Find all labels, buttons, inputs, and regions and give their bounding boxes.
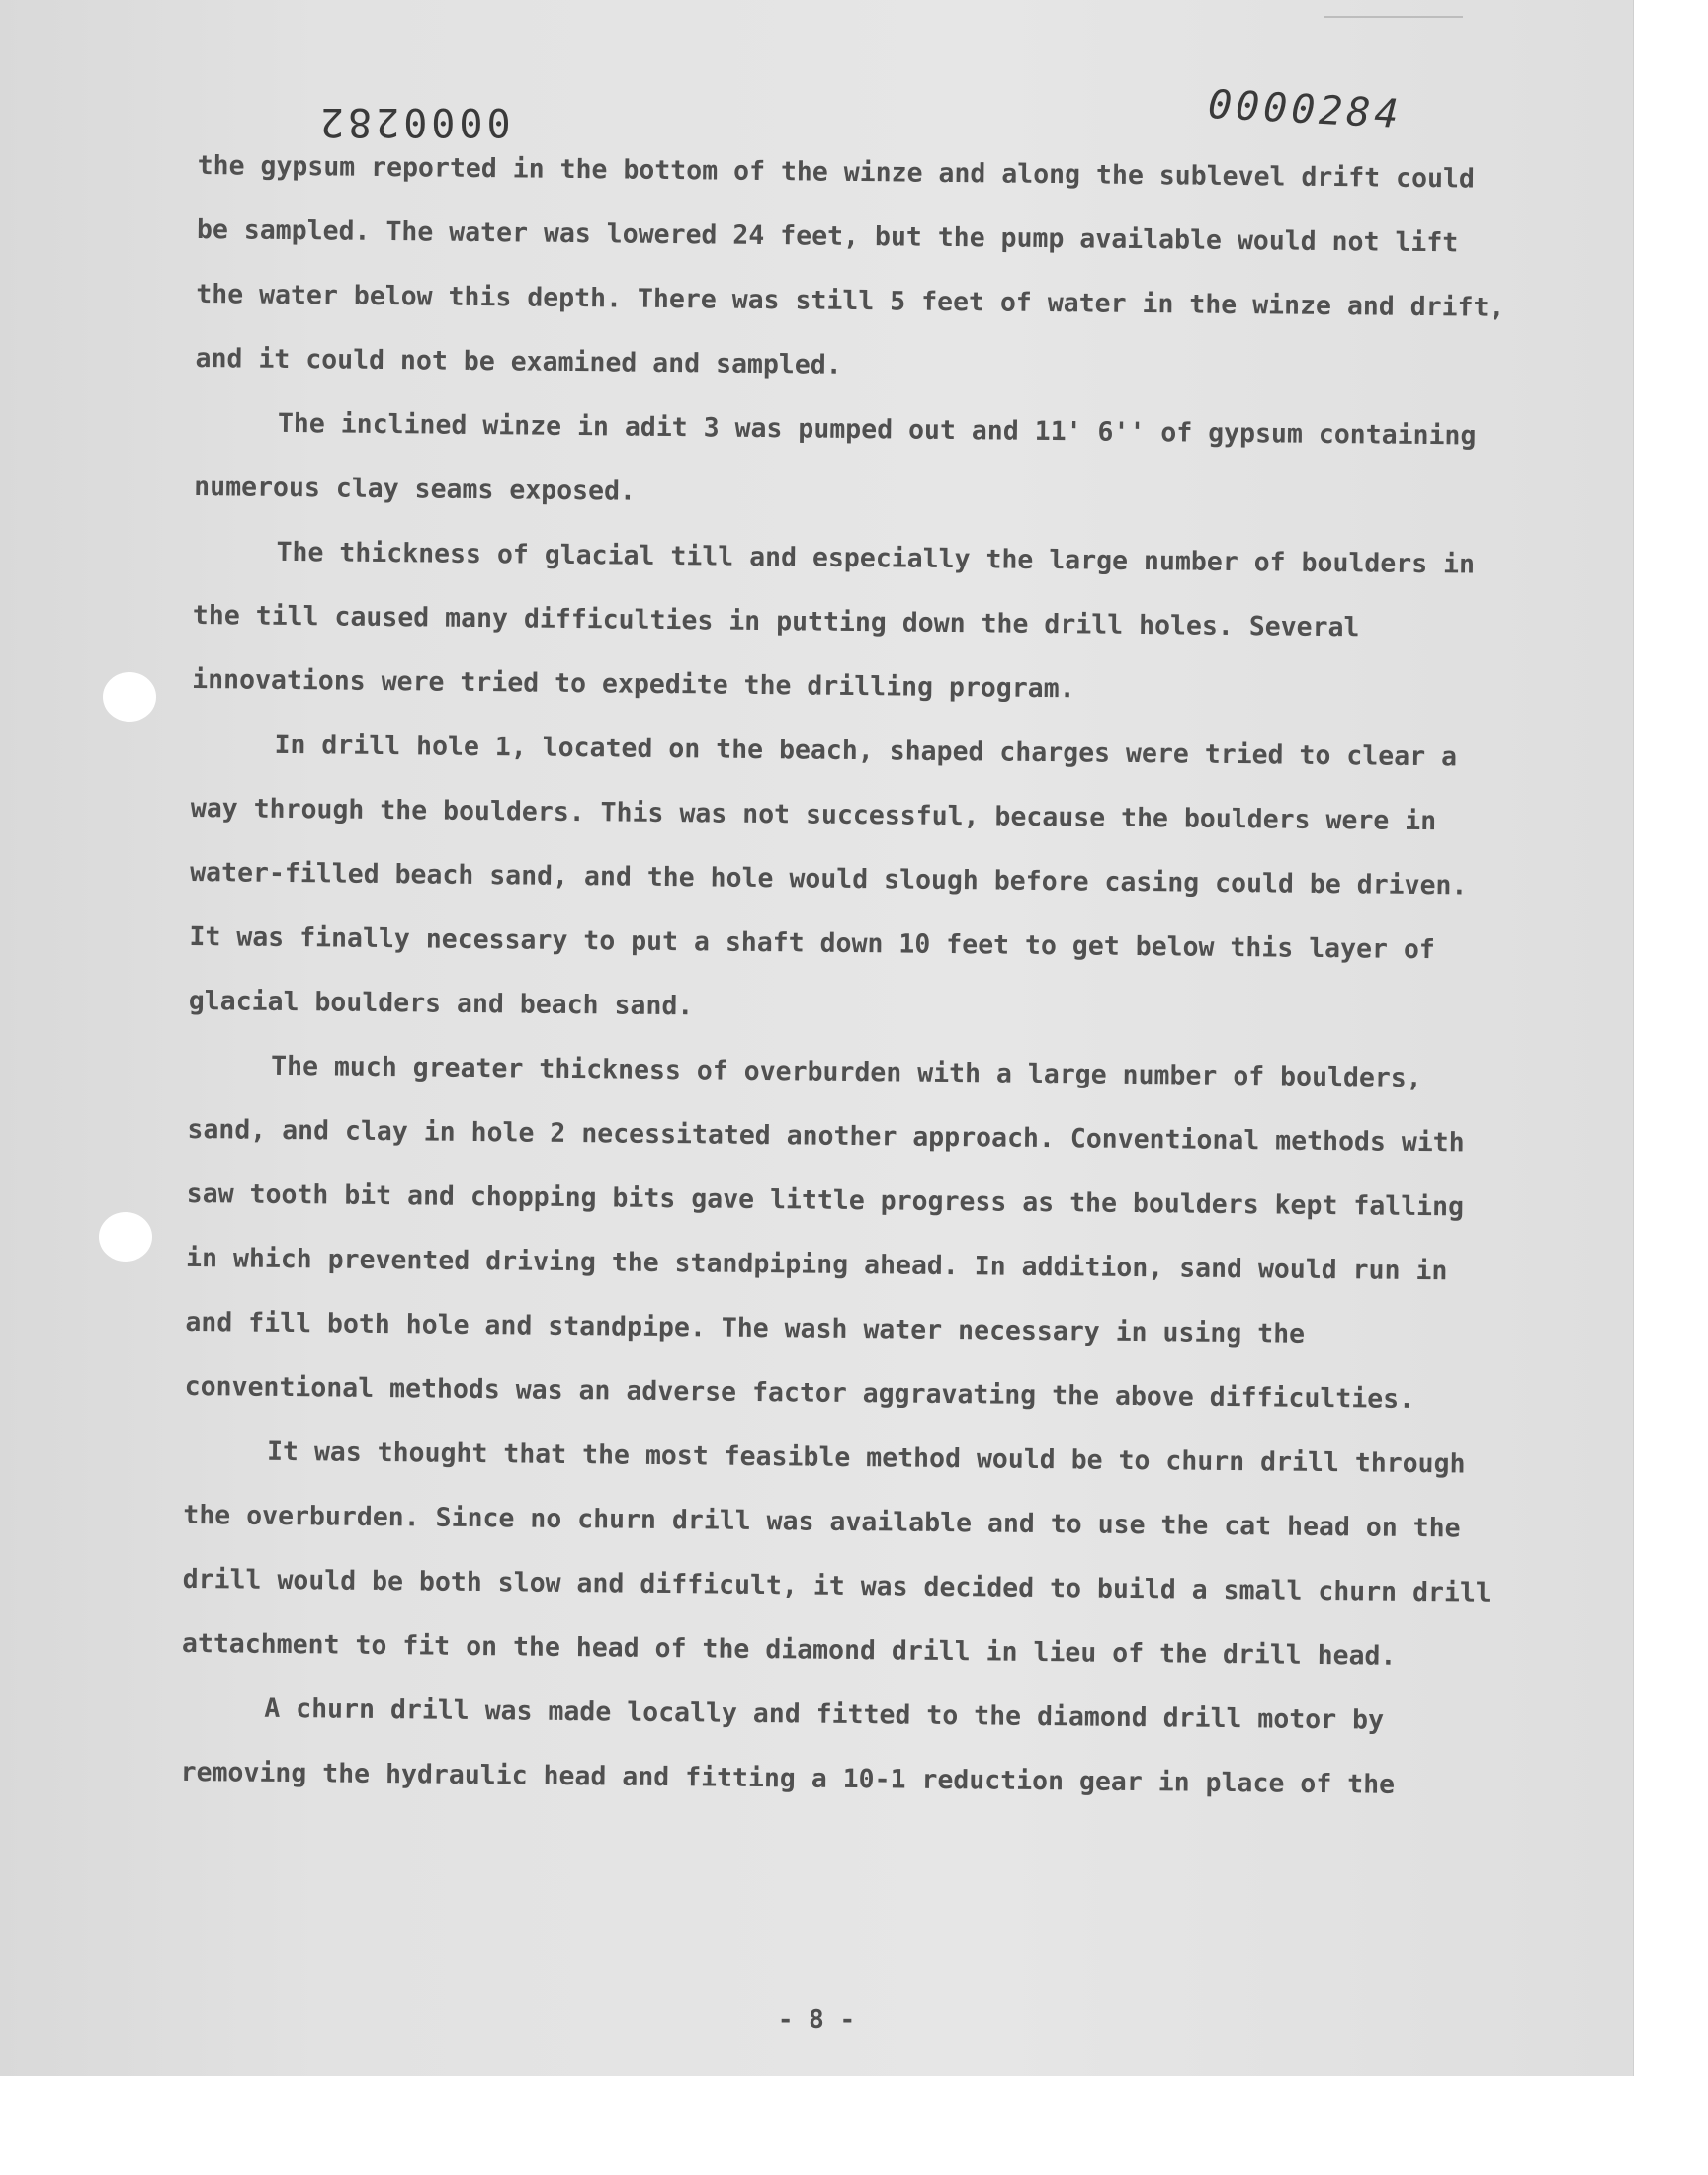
- punch-hole-lower: [99, 1212, 152, 1262]
- paragraph-6: It was thought that the most feasible method would be to churn drill through the overburden. Since no churn drill was available and to use the cat head on the drill would be both slow and difficult, it was decided to build a small churn drill attachment to fit on the head of the diamond drill in lieu of the drill head.: [181, 1436, 1492, 1672]
- paragraph-5: The much greater thickness of overburden with a large number of boulders, sand, and clay in hole 2 necessitated another approach. Conventional methods with saw tooth bit and chopping bits gave little progress as the boulders kept falling in which prevented driving the standpiping ahead. In addition, sand would run in and fill both hole and standpipe. The wash water necessary in using the conventional methods was an adverse factor aggravating the above difficulties.: [184, 1050, 1465, 1415]
- scan-edge-line: [1324, 16, 1463, 18]
- paragraph-7: A churn drill was made locally and fitted to the diamond drill motor by removing the hydraulic head and fitting a 10-1 reduction gear in place of the: [180, 1693, 1396, 1800]
- punch-hole-upper: [103, 672, 156, 722]
- paragraph-4: In drill hole 1, located on the beach, shaped charges were tried to clear a way through the boulders. This was not successful, because the boulders were in water-filled beach sand, and the hole would slough before casing could be driven. It was finally necessary to put a shaft down 10 feet to get below this layer of glacial boulders and beach sand.: [188, 729, 1468, 1022]
- paragraph-3: The thickness of glacial till and especially the large number of boulders in the till caused many difficulties in putting down the drill holes. Several innovations were tried to expedite the drilling program.: [192, 536, 1476, 705]
- document-number-stamp: 0000284: [1206, 81, 1404, 138]
- paragraph-2: The inclined winze in adit 3 was pumped out and 11' 6'' of gypsum containing numerous clay seams exposed.: [194, 407, 1477, 507]
- paragraph-1: the gypsum reported in the bottom of the winze and along the sublevel drift could be sampled. The water was lowered 24 feet, but the pump available would not lift the water below this depth. There was still 5 feet of water in the winze and drift, and it could not be examined and sampled.: [195, 149, 1505, 381]
- page-number: - 8 -: [777, 2005, 856, 2035]
- body-text: [180, 133, 1522, 1818]
- document-number-stamp-inverted: 0000282: [316, 99, 511, 144]
